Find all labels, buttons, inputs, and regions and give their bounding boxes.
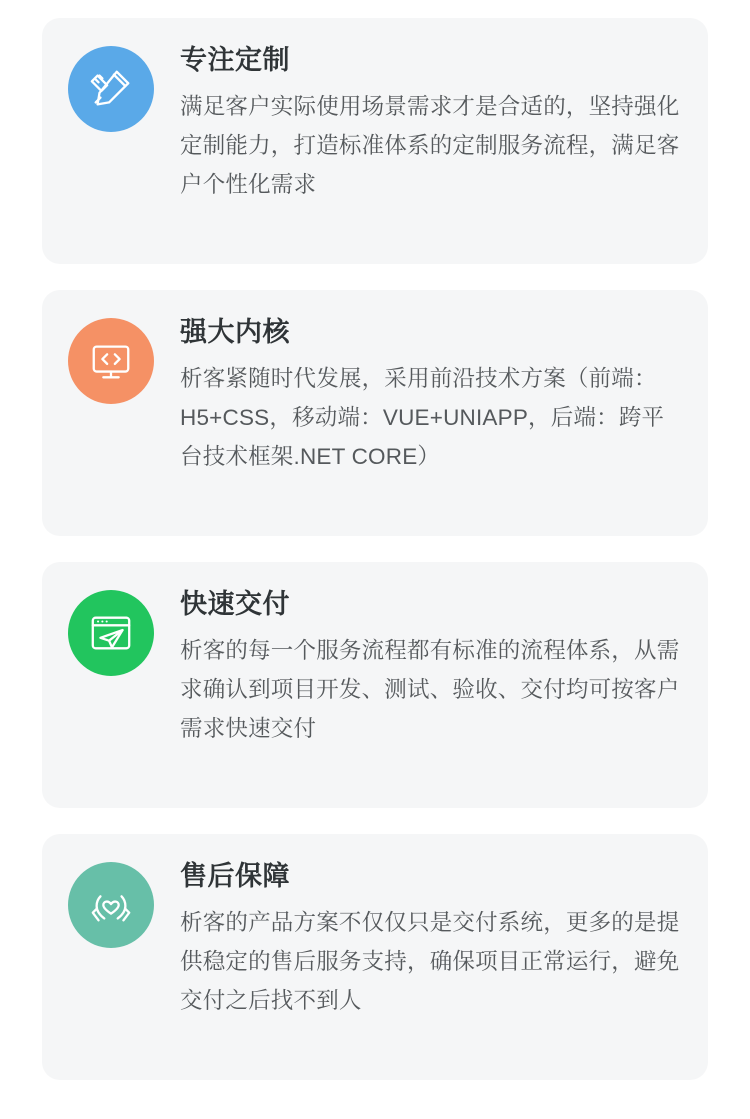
feature-card — [42, 18, 708, 264]
pen-ruler-icon — [68, 46, 154, 132]
card-body — [164, 314, 682, 476]
card-icon-wrap — [68, 314, 164, 404]
card-body — [164, 42, 682, 204]
card-description: 析客的产品方案不仅仅只是交付系统，更多的是提供稳定的售后服务支持，确保项目正常运行，避免交付之后找不到人 — [180, 910, 680, 1013]
paper-plane-window-icon — [68, 590, 154, 676]
card-description: 析客的每一个服务流程都有标准的流程体系，从需求确认到项目开发、测试、验收、交付均可按客户需求快速交付 — [180, 638, 680, 741]
feature-card — [42, 290, 708, 536]
feature-card — [42, 834, 708, 1080]
card-icon-wrap — [68, 858, 164, 948]
card-icon-wrap — [68, 586, 164, 676]
card-body — [164, 586, 682, 748]
code-monitor-icon — [68, 318, 154, 404]
card-title: 快速交付 — [180, 589, 290, 619]
feature-card — [42, 562, 708, 808]
card-title: 售后保障 — [180, 861, 290, 891]
card-description: 满足客户实际使用场景需求才是合适的，坚持强化定制能力，打造标准体系的定制服务流程，满足客户个性化需求 — [180, 94, 680, 197]
heart-hands-icon — [68, 862, 154, 948]
card-title: 专注定制 — [180, 45, 290, 75]
card-icon-wrap — [68, 42, 164, 132]
card-body — [164, 858, 682, 1020]
card-description: 析客紧随时代发展，采用前沿技术方案（前端：H5+CSS，移动端：VUE+UNIAPP，后端：跨平台技术框架.NET CORE） — [180, 366, 665, 469]
card-title: 强大内核 — [180, 317, 290, 347]
